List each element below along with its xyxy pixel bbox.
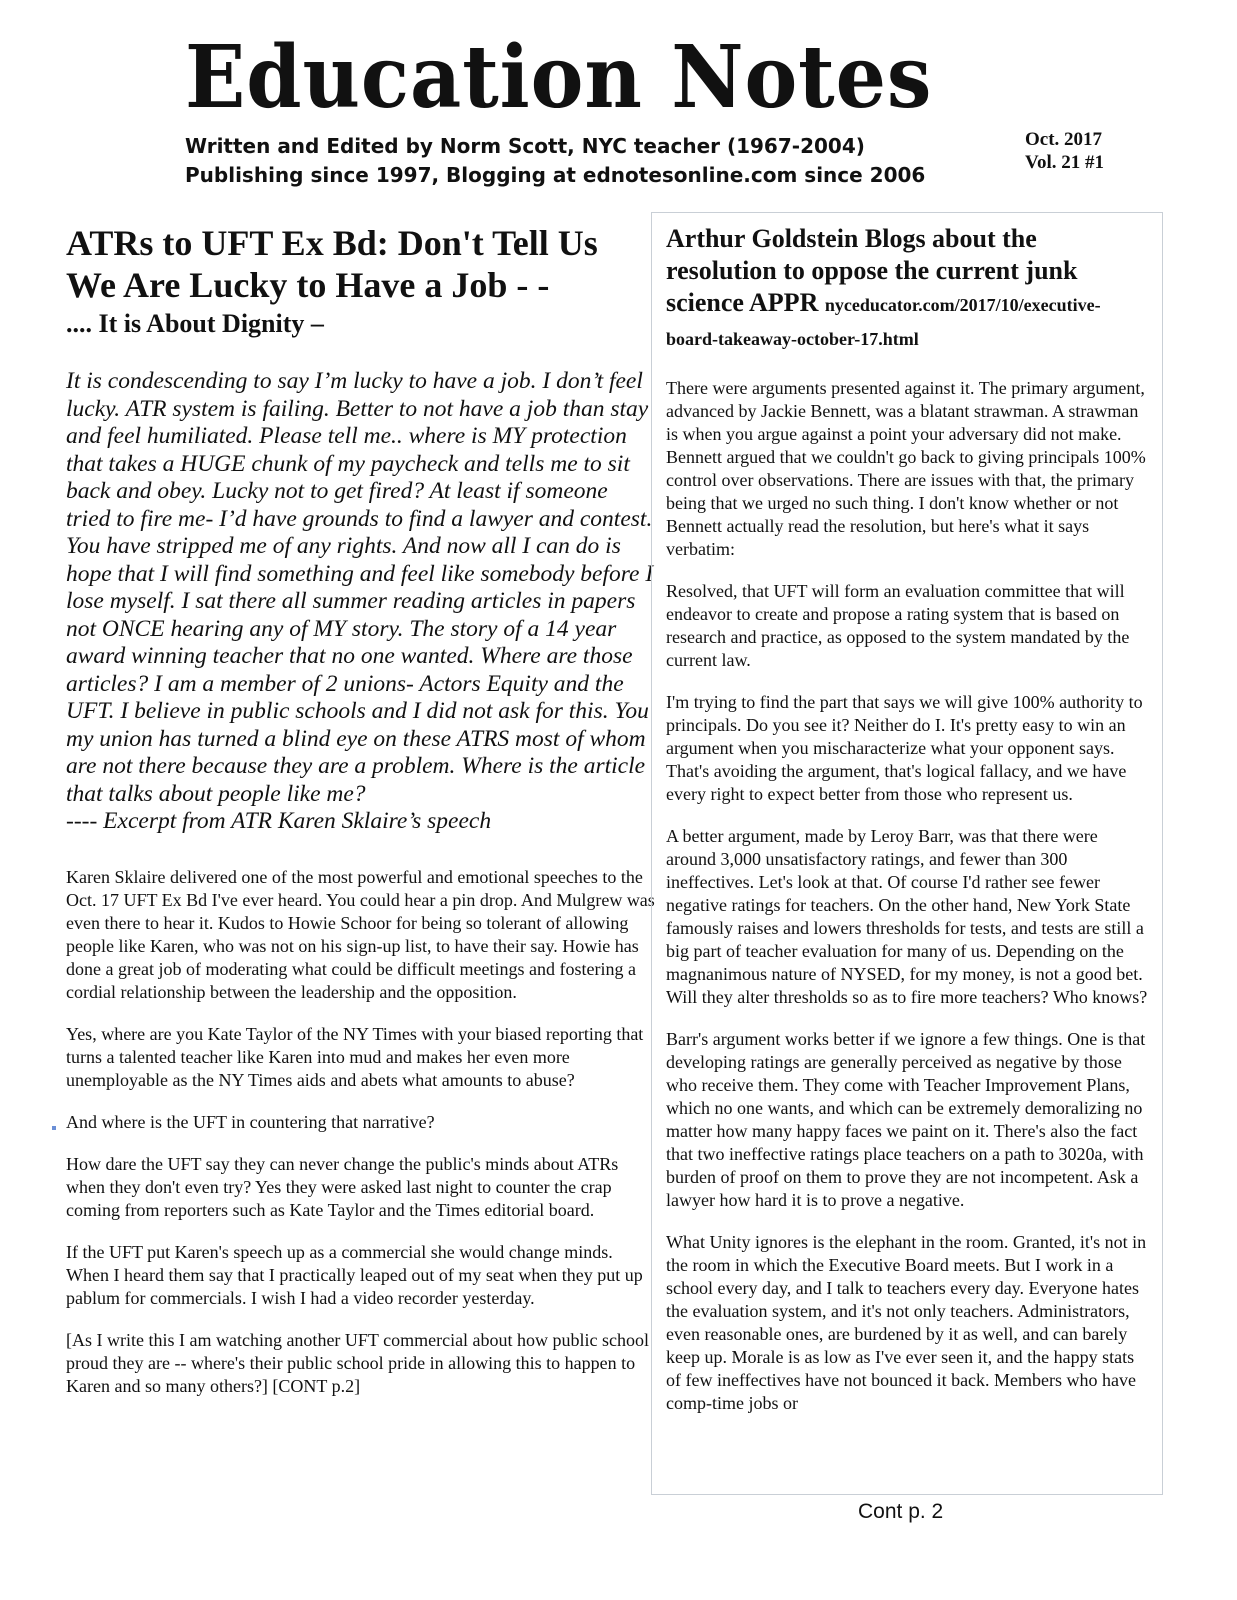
sidebar-paragraph: What Unity ignores is the elephant in the room. Granted, it's not in the room in which the Executive Board meets. But I work in a school every day, and I talk to teachers every day. Everyone hates the evaluation system, and it's not only teachers. Administrators, even reasonable ones, are burdened by it as well, and can barely keep up. Morale is as low as I've ever seen it, and the happy stats of few ineffectives have not bounced it back. Members who have comp-time jobs or [666,1232,1147,1413]
sidebar-title [666,223,1148,355]
excerpt-attribution: ---- Excerpt from ATR Karen Sklaire’s speech [66,808,492,834]
main-article [66,222,656,1417]
issue-info [1025,128,1104,174]
sidebar-paragraph: Barr's argument works better if we ignore a few things. One is that developing ratings are generally perceived as negative by those who receive them. They come with Teacher Improvement Plans, which no one wants, and which can be extremely demoralizing no matter how many happy faces we paint on it. There's also the fact that two ineffective ratings place teachers on a path to 3020a, with burden of proof on them to prove they are not incompetent. Ask a lawyer how hard it is to prove a negative. [666,1029,1146,1210]
article-paragraph: [As I write this I am watching another UFT commercial about how public school proud they are -- where's their public school pride in allowing this to happen to Karen and so many others?] [CONT p.2] [66,1329,650,1396]
byline-publishing: Publishing since 1997, Blogging at ednotesonline.com since 2006 [185,163,926,187]
masthead-title: Education Notes [185,27,933,128]
article-headline: ATRs to UFT Ex Bd: Don't Tell Us We Are Lucky to Have a Job - - [66,223,598,305]
article-paragraph: Karen Sklaire delivered one of the most powerful and emotional speeches to the Oct. 17 UFT Ex Bd I've ever heard. You could hear a pin drop. And Mulgrew was even there to hear it. Kudos to Howie Schoor for being so tolerant of allowing people like Karen, who was not on his sign-up list, to have their say. Howie has done a great job of moderating what could be difficult meetings and fostering a cordial relationship between the leadership and the opposition. [66,866,655,1002]
continued-note: Cont p. 2 [858,1500,944,1523]
article-body [66,866,656,1398]
issue-volume: Vol. 21 #1 [1025,152,1105,173]
sidebar-paragraph: There were arguments presented against it. The primary argument, advanced by Jackie Bennett, was a blatant strawman. A strawman is when you argue against a point your adversary did not make. Bennett argued that we couldn't go back to giving principals 100% control over observations. There are issues with that, the primary being that we urged no such thing. I don't know whether or not Bennett actually read the resolution, but here's what it says verbatim: [666,378,1146,559]
sidebar-body [666,377,1148,1415]
issue-date: Oct. 2017 [1025,129,1103,150]
sidebar-box [651,212,1163,1495]
article-paragraph: If the UFT put Karen's speech up as a commercial she would change minds. When I heard them say that I practically leaped out of my seat when they put up pablum for commercials. I wish I had a video recorder yesterday. [66,1241,643,1308]
byline [185,132,925,190]
byline-author: Written and Edited by Norm Scott, NYC teacher (1967-2004) [185,134,865,158]
article-paragraph: Yes, where are you Kate Taylor of the NY Times with your biased reporting that turns a talented teacher like Karen into mud and makes her even more unemployable as the NY Times aids and abets what amounts to abuse? [66,1023,644,1090]
sidebar-paragraph: I'm trying to find the part that says we will give 100% authority to principals. Do you see it? Neither do I. It's pretty easy to win an argument when you mischaracterize what your opponent says. That's avoiding the argument, that's logical fallacy, and we have every right to expect better from those who represent us. [666,692,1143,804]
sidebar-paragraph: Resolved, that UFT will form an evaluation committee that will endeavor to create and propose a rating system that is based on research and practice, as opposed to the system mandated by the current law. [666,581,1130,670]
sidebar-paragraph: A better argument, made by Leroy Barr, was that there were around 3,000 unsatisfactory ratings, and fewer than 300 ineffectives. Let's look at that. Of course I'd rather see fewer negative ratings for teachers. On the other hand, New York State famously raises and lowers thresholds for tests, and tests are still a big part of teacher evaluation for many of us. Depending on the magnanimous nature of NYSED, for my money, is not a good bet. Will they alter thresholds so as to fire more teachers? Who knows? [666,826,1148,1007]
margin-mark [52,1126,56,1130]
article-paragraph: How dare the UFT say they can never change the public's minds about ATRs when they don't even try? Yes they were asked last night to counter the crap coming from reporters such as Kate Taylor and the Times editorial board. [66,1153,619,1220]
sidebar-title-text: Arthur Goldstein Blogs about the resolution to oppose the current junk science APPR [666,224,1078,317]
article-subhead: .... It is About Dignity – [66,309,324,338]
sidebar-url: nyceducator.com/2017/10/executive-board-takeaway-october-17.html [666,295,1101,349]
article-paragraph: And where is the UFT in countering that narrative? [66,1111,435,1132]
speech-excerpt: It is condescending to say I’m lucky to have a job. I don’t feel lucky. ATR system is failing. Better to not have a job than stay and feel humiliated. Please tell me.. where is MY protection that takes a HUGE chunk of my paycheck and tells me to sit back and obey. Lucky not to get fired? At least if someone tried to fire me- I’d have grounds to find a lawyer and contest. You have stripped me of any rights. And now all I can do is hope that I will find something and feel like somebody before I lose myself. I sat there all summer reading articles in papers not ONCE hearing any of MY story. The story of a 14 year award winning teacher that no one wanted. Where are those articles? I am a member of 2 unions- Actors Equity and the UFT. I believe in public schools and I did not ask for this. You my union has turned a blind eye on these ATRS most of whom are not there because they are a problem. Where is the article that talks about people like me? [66,368,654,807]
